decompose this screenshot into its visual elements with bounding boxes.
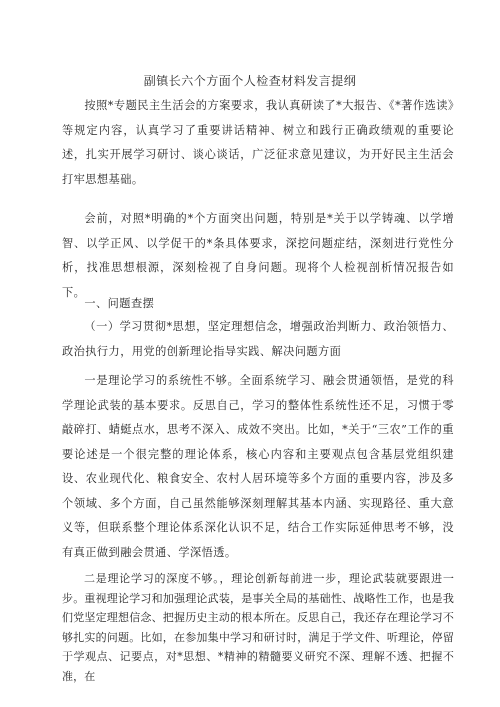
body-paragraph-2: 二是理论学习的深度不够。，理论创新每前进一步，理论武装就要跟进一步。重视理论学习和加强理论武装，是事关全局的基础性、战略性工作，也是我们党坚定理想信念、把握历史主动的根本所在。反思自己，我还存在理论学习不够扎实的问题。比如，在参加集中学习和研讨时，满足于学文件、听理论，停留于学观点、记要点，对*思想、*精神的精髓要义研究不深、理解不透、把握不准，在	[62, 572, 454, 683]
intro-paragraph-2: 会前，对照*明确的*个方面突出问题，特别是*关于以学铸魂、以学增智、以学正风、以学促干的*条具体要求，深挖问题症结，深刻进行党性分析，找准思想根源，深刻检视了自身问题。现将个人检视剖析情况报告如下。	[62, 212, 454, 299]
body-paragraph-1: 一是理论学习的系统性不够。全面系统学习、融会贯通领悟，是党的科学理论武装的基本要求。反思自己，学习的整体性系统性还不足，习惯于零敲碎打、蜻蜓点水，思考不深入、成效不突出。比如，*关于“三农”工作的重要论述是一个很完整的理论体系，核心内容和主要观点包含基层党组织建设、农业现代化、粮食安全、农村人居环境等多个方面的重要内容，涉及多个领域、多个方面，自己虽然能够深刻理解其基本内涵、实现路径、重大意义等，但联系整个理论体系深化认识不足，结合工作实际延伸思考不够，没有真正做到融会贯通、学深悟透。	[62, 374, 454, 559]
intro-paragraph-1: 按照*专题民主生活会的方案要求，我认真研读了*大报告、《*著作选读》等规定内容，认真学习了重要讲话精神、树立和践行正确政绩观的重要论述，扎实开展学习研讨、谈心谈话，广泛征求意见建议，为开好民主生活会打牢思想基础。	[62, 99, 454, 186]
sub-heading: （一）学习贯彻*思想，坚定理想信念，增强政治判断力、政治领悟力、政治执行力，用党的创新理论指导实践、解决问题方面	[62, 320, 454, 358]
section-heading: 一、问题查摆	[84, 297, 155, 310]
document-title: 副镇长六个方面个人检查材料发言提纲	[143, 74, 357, 88]
